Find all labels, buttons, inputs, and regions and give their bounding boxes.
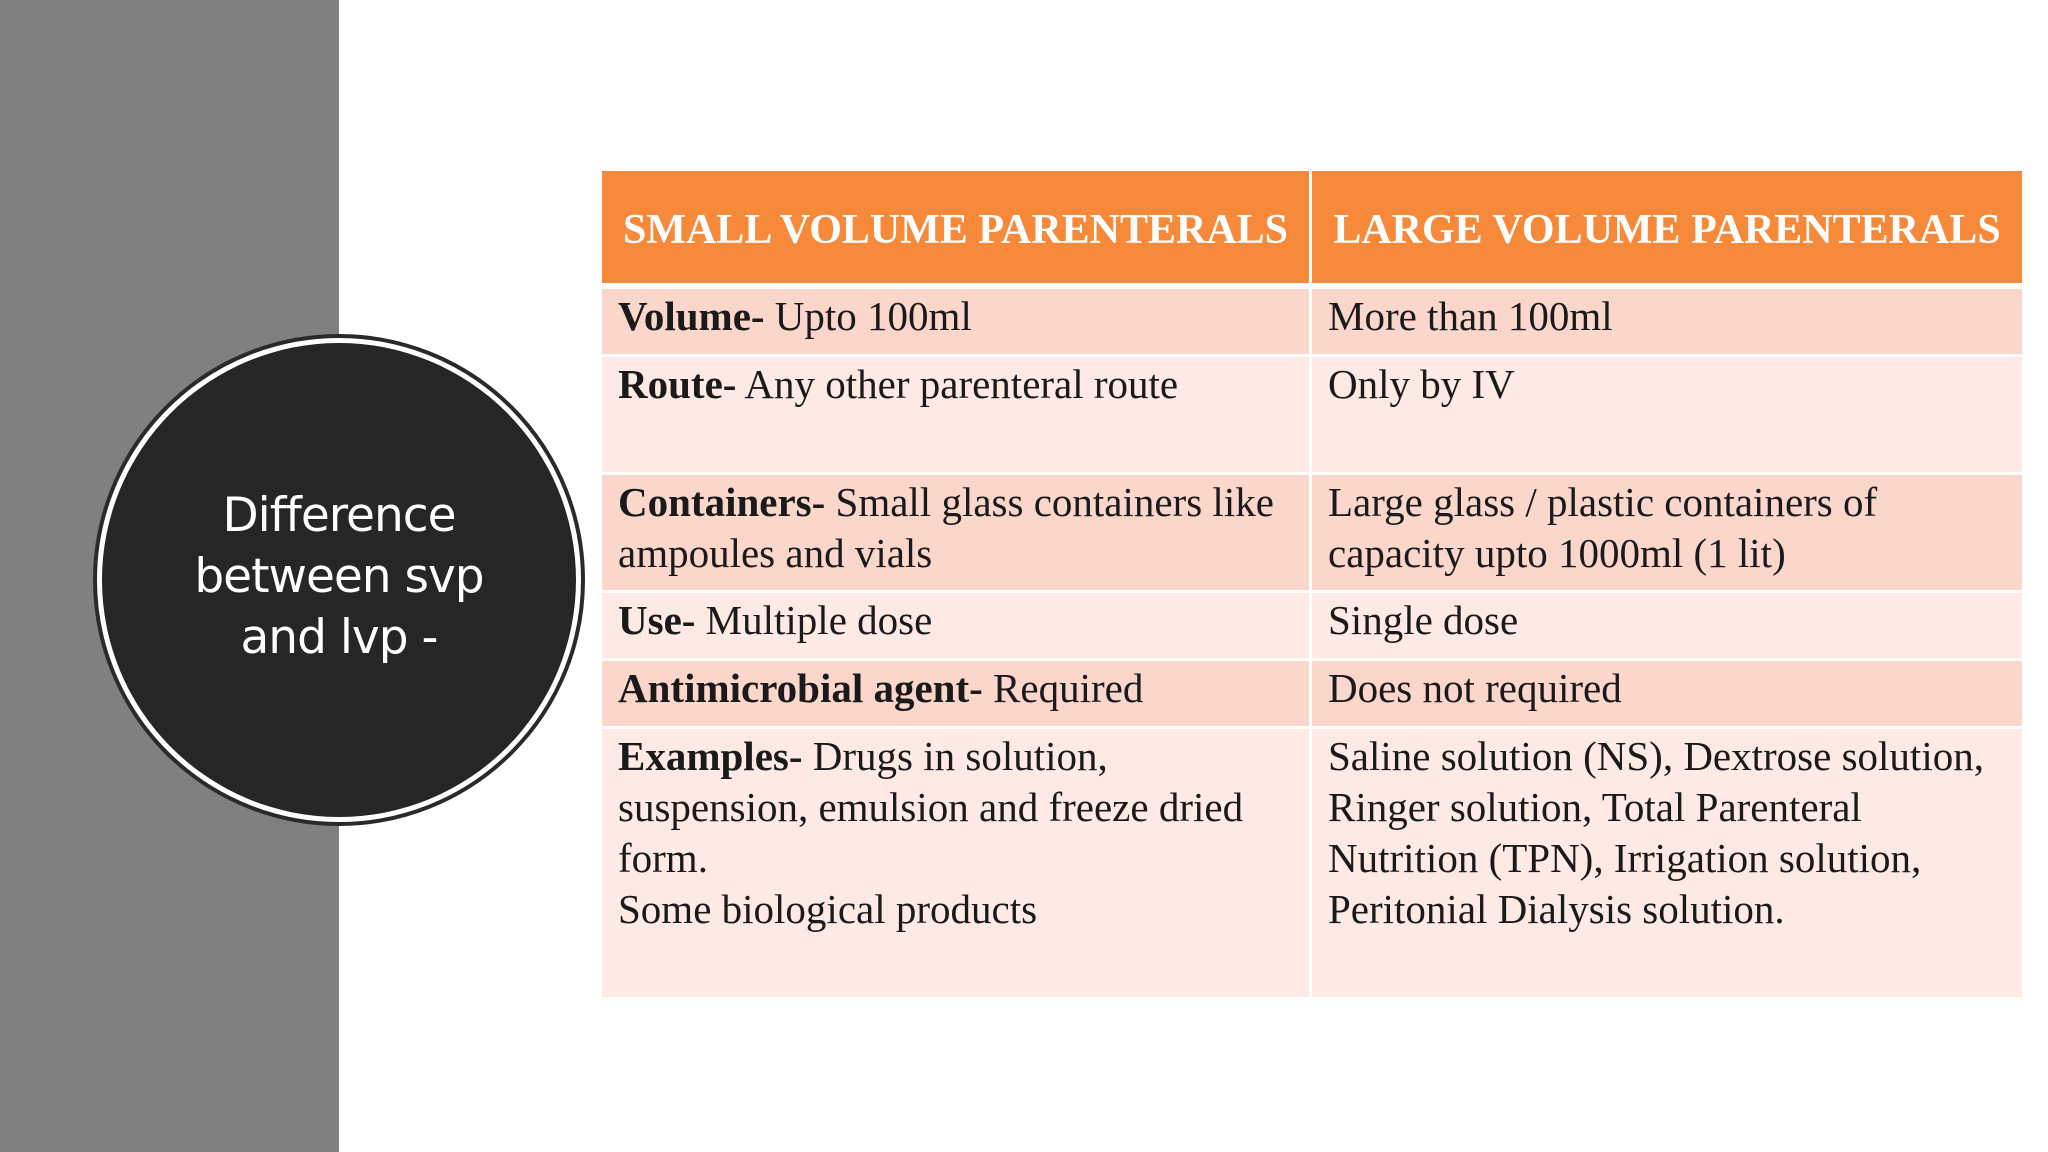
svp-cell <box>602 475 1312 593</box>
table-row-examples <box>602 729 2022 997</box>
svp-value: Multiple dose <box>695 597 933 643</box>
lvp-cell: Large glass / plastic containers of capacity upto 1000ml (1 lit) <box>1312 475 2022 593</box>
row-term: Volume- <box>618 293 765 339</box>
row-term: Antimicrobial agent- <box>618 665 983 711</box>
table-row-use <box>602 593 2022 661</box>
svp-value: Small glass containers like ampoules and vials <box>618 479 1274 576</box>
svp-value: Required <box>982 665 1144 711</box>
comparison-table <box>602 171 2022 997</box>
svp-cell <box>602 661 1312 729</box>
table-row-route <box>602 357 2022 475</box>
lvp-cell: Single dose <box>1312 593 2022 661</box>
table-row-volume <box>602 289 2022 357</box>
slide-title: Difference between svp and lvp - <box>194 487 484 665</box>
svp-cell <box>602 289 1312 357</box>
lvp-cell: Saline solution (NS), Dextrose solution, Ringer solution, Total Parenteral Nutrition (TPN), Irrigation solution, Peritonial Dialysis solution. <box>1312 729 2022 997</box>
row-term: Route- <box>618 361 737 407</box>
table-row-containers <box>602 475 2022 593</box>
table-header-row <box>602 171 2022 289</box>
header-svp: SMALL VOLUME PARENTERALS <box>602 171 1312 289</box>
title-circle <box>102 343 576 817</box>
header-lvp: LARGE VOLUME PARENTERALS <box>1312 171 2022 289</box>
svp-cell <box>602 593 1312 661</box>
lvp-cell: Does not required <box>1312 661 2022 729</box>
svp-value: Upto 100ml <box>764 293 972 339</box>
svp-value: Any other parenteral route <box>736 361 1179 407</box>
row-term: Examples- <box>618 733 803 779</box>
svp-cell <box>602 357 1312 475</box>
row-term: Use- <box>618 597 696 643</box>
svp-value: Drugs in solution, suspension, emulsion and freeze dried form. <box>618 733 1244 881</box>
lvp-cell: Only by IV <box>1312 357 2022 475</box>
lvp-cell: More than 100ml <box>1312 289 2022 357</box>
svp-cell <box>602 729 1312 997</box>
row-term: Containers- <box>618 479 826 525</box>
svp-extra: Some biological products <box>618 886 1038 932</box>
table-row-antimicrobial <box>602 661 2022 729</box>
